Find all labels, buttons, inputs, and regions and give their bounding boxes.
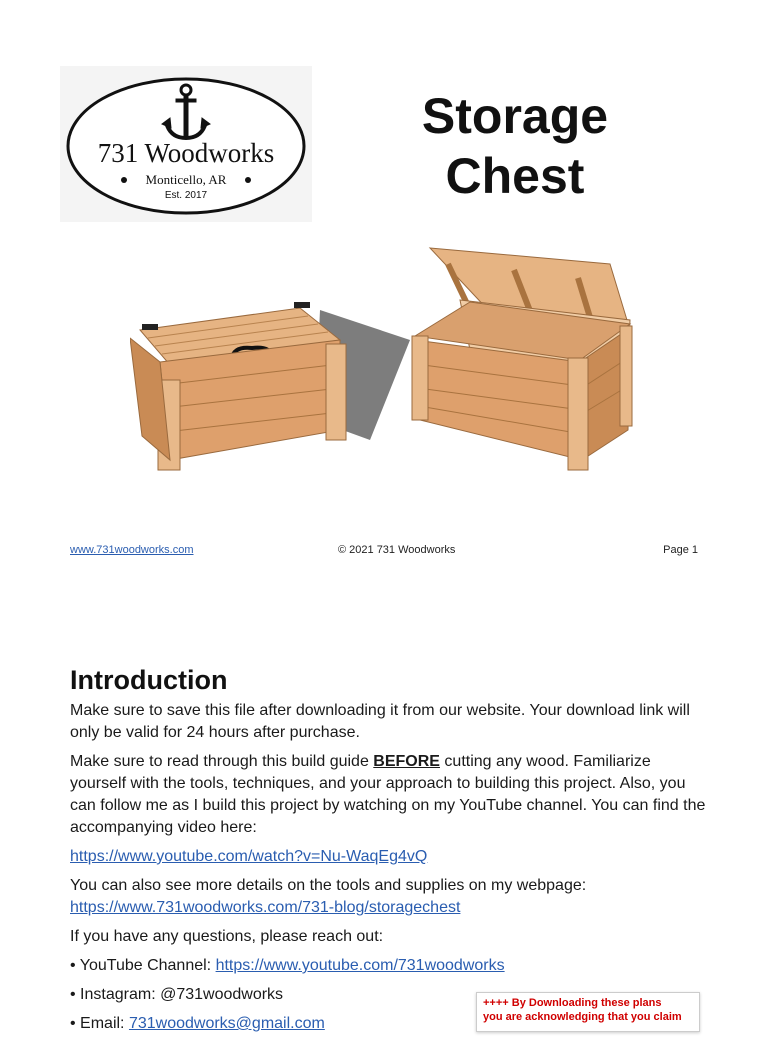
youtube-channel-link[interactable]: https://www.youtube.com/731woodworks [215, 957, 505, 974]
before-emphasis: BEFORE [373, 753, 440, 770]
footer-copyright: © 2021 731 Woodworks [338, 544, 456, 556]
intro-paragraph-2 [70, 751, 710, 839]
intro-p2-after: cutting any wood. Familiarize yourself with the tools, techniques, and your approach to building this project. Also, you can follow me as I build this project by watching on my YouTube channel. You can find the accompanying video here: [70, 753, 706, 836]
closed-chest-image [130, 302, 346, 470]
bullet-instagram-label: • Instagram: @731woodworks [70, 986, 284, 1003]
title-line-2: Chest [445, 148, 585, 204]
footer-website-link[interactable]: www.731woodworks.com [70, 544, 194, 556]
intro-paragraph-3 [70, 875, 710, 919]
bullet-youtube [70, 955, 710, 977]
logo-established: Est. 2017 [164, 190, 208, 201]
open-chest-image [412, 248, 632, 470]
youtube-video-link[interactable]: https://www.youtube.com/watch?v=Nu-WaqEg4vQ [70, 848, 428, 865]
notice-line-1: ++++ By Downloading these plans [483, 997, 662, 1009]
introduction-heading: Introduction [70, 665, 228, 695]
intro-paragraph-1: Make sure to save this file after downloading it from our website. Your download link will only be valid for 24 hours after purchase. [70, 702, 690, 741]
footer-page-number: Page 1 [663, 544, 698, 556]
intro-p3-text: You can also see more details on the tools and supplies on my webpage: [70, 877, 587, 894]
notice-line-2: you are acknowledging that you claim [483, 1011, 682, 1023]
intro-p2-before: Make sure to read through this build guide [70, 753, 374, 770]
video-link-paragraph [70, 846, 710, 868]
bullet-youtube-label: • YouTube Channel: [70, 957, 216, 974]
download-notice-box [476, 992, 700, 1032]
blog-link[interactable]: https://www.731woodworks.com/731-blog/storagechest [70, 899, 461, 916]
introduction-page [0, 600, 768, 1032]
bullet-email-label: • Email: [70, 1015, 129, 1032]
logo-brand: 731 Woodworks [97, 138, 275, 168]
document-title [405, 86, 625, 206]
intro-paragraph-4: If you have any questions, please reach out: [70, 928, 384, 945]
title-line-1: Storage [421, 88, 609, 144]
page-footer [70, 544, 698, 560]
brand-logo [60, 66, 312, 222]
chest-illustration [130, 240, 650, 480]
logo-location: Monticello, AR [145, 172, 227, 187]
introduction-section [70, 662, 710, 1042]
email-link[interactable]: 731woodworks@gmail.com [128, 1015, 325, 1032]
